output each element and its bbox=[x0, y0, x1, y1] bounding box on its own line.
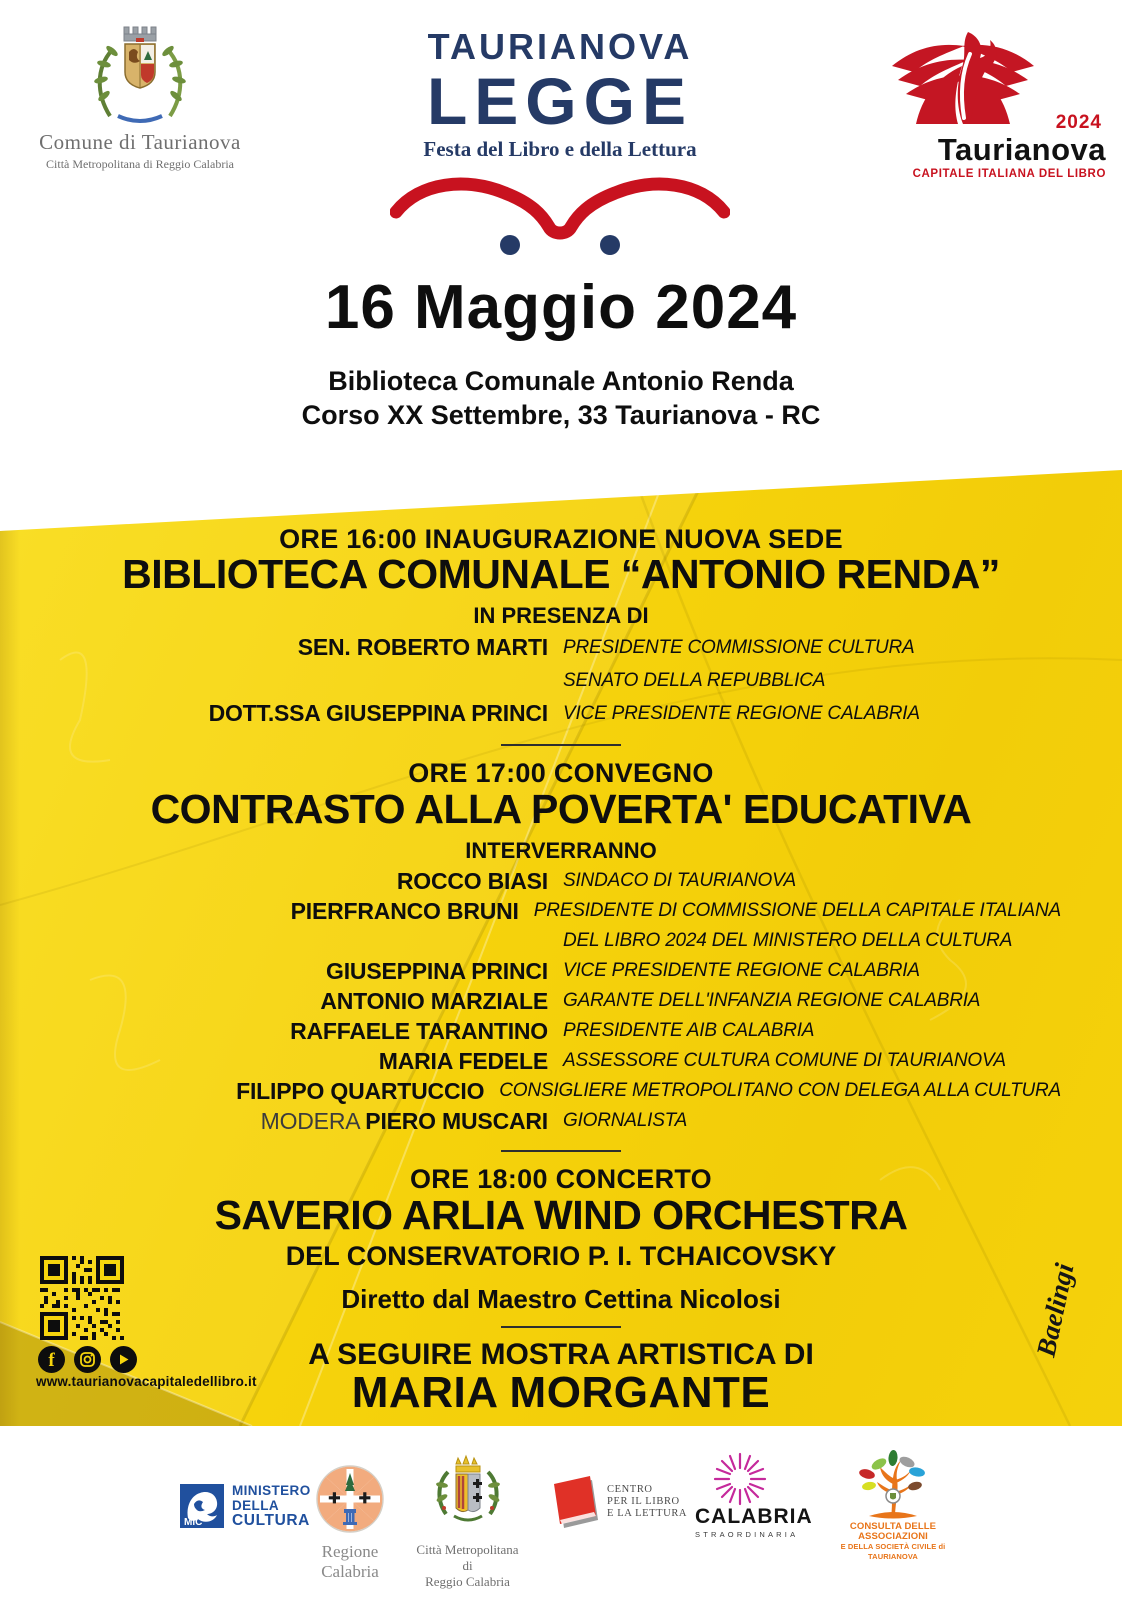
speaker-row bbox=[61, 896, 1061, 926]
speaker-row bbox=[61, 697, 1061, 730]
section3-time-title: ORE 18:00 CONCERTO bbox=[410, 1164, 712, 1194]
section-divider bbox=[501, 744, 621, 746]
mic-logo-text bbox=[232, 1483, 311, 1528]
section3-main-title: SAVERIO ARLIA WIND ORCHESTRA bbox=[214, 1192, 908, 1238]
speaker-name: PIERO MUSCARI bbox=[365, 1107, 548, 1134]
open-book-curve-icon bbox=[390, 164, 730, 256]
regione-line1: Regione bbox=[321, 1542, 379, 1561]
sponsor-consulta-associazioni bbox=[818, 1450, 968, 1562]
regione-calabria-text bbox=[310, 1542, 390, 1582]
citta-metropolitana-crest-icon bbox=[432, 1452, 504, 1534]
speaker-role: GARANTE DELL'INFANZIA REGIONE CALABRIA bbox=[563, 990, 981, 1011]
section4-main-title: MARIA MORGANTE bbox=[351, 1368, 771, 1417]
mic-logo-icon bbox=[180, 1484, 224, 1528]
cittametro-line2: Reggio Calabria bbox=[425, 1574, 510, 1589]
consulta-line2: E DELLA SOCIETÀ CIVILE di TAURIANOVA bbox=[840, 1542, 946, 1561]
speaker-role: DEL LIBRO 2024 DEL MINISTERO DELLA CULTURA bbox=[563, 930, 1013, 951]
consulta-text bbox=[818, 1522, 968, 1562]
section2-speakers-list bbox=[61, 866, 1061, 1136]
sponsor-centro-libro bbox=[552, 1474, 687, 1530]
centro-libro-logo-icon bbox=[552, 1474, 600, 1530]
website-url[interactable]: www.taurianovacapitaledellibro.it bbox=[36, 1374, 257, 1389]
qr-code bbox=[40, 1256, 124, 1340]
speaker-role: VICE PRESIDENTE REGIONE CALABRIA bbox=[563, 702, 920, 724]
facebook-icon[interactable]: f bbox=[38, 1346, 65, 1373]
moderator-name bbox=[61, 1108, 563, 1135]
event-date: 16 Maggio 2024 bbox=[324, 273, 798, 342]
section-divider bbox=[501, 1326, 621, 1328]
svg-text:MiC: MiC bbox=[184, 1516, 203, 1528]
speaker-name: FILIPPO QUARTUCCIO bbox=[236, 1077, 485, 1104]
calabria-straordinaria-subtitle: STRAORDINARIA bbox=[695, 1530, 799, 1539]
moderator-prefix: MODERA bbox=[260, 1107, 366, 1134]
section-divider bbox=[501, 1150, 621, 1152]
section3-subtitle: DEL CONSERVATORIO P. I. TCHAICOVSKY bbox=[285, 1241, 837, 1271]
section2-main-title: CONTRASTO ALLA POVERTA' EDUCATIVA bbox=[150, 786, 972, 832]
sponsor-citta-metropolitana bbox=[415, 1452, 520, 1590]
festival-logo-block bbox=[350, 26, 770, 256]
speaker-row bbox=[61, 986, 1061, 1016]
speaker-name: GIUSEPPINA PRINCI bbox=[326, 957, 548, 984]
capitale-city: Taurianova bbox=[937, 132, 1106, 167]
regione-calabria-logo-icon bbox=[316, 1465, 384, 1533]
speaker-role: CONSIGLIERE METROPOLITANO CON DELEGA ALLA CULTURA bbox=[499, 1080, 1061, 1101]
speaker-role: PRESIDENTE AIB CALABRIA bbox=[563, 1020, 815, 1041]
speaker-role: PRESIDENTE DI COMMISSIONE DELLA CAPITALE ITALIANA bbox=[533, 900, 1061, 921]
sponsor-ministero-cultura bbox=[180, 1483, 311, 1528]
section1-speakers-list bbox=[61, 631, 1061, 730]
sponsor-calabria-straordinaria bbox=[695, 1452, 813, 1539]
festival-logo-tagline: Festa del Libro e della Lettura bbox=[423, 136, 697, 161]
capitale-subtitle: CAPITALE ITALIANA DEL LIBRO bbox=[912, 168, 1106, 180]
speaker-role: PRESIDENTE COMMISSIONE CULTURA bbox=[563, 636, 915, 658]
mic-line2: DELLA bbox=[232, 1498, 279, 1513]
comune-logo-block bbox=[34, 24, 246, 172]
calabria-straordinaria-title: CALABRIA bbox=[695, 1505, 813, 1528]
speaker-name: SEN. ROBERTO MARTI bbox=[297, 634, 548, 660]
speaker-name: ROCCO BIASI bbox=[396, 867, 548, 894]
comune-coat-of-arms-icon bbox=[88, 24, 192, 130]
speaker-row bbox=[61, 926, 1061, 956]
cepell-line2: PER IL LIBRO bbox=[607, 1496, 680, 1507]
comune-subtitle: Città Metropolitana di Reggio Calabria bbox=[46, 157, 234, 171]
mic-line1: MINISTERO bbox=[232, 1483, 311, 1498]
festival-logo-city: TAURIANOVA bbox=[427, 26, 693, 67]
speaker-row bbox=[61, 956, 1061, 986]
sponsor-regione-calabria bbox=[310, 1465, 390, 1582]
cepell-line1: CENTRO bbox=[607, 1484, 653, 1495]
speaker-name: PIERFRANCO BRUNI bbox=[290, 897, 519, 924]
speaker-name: RAFFAELE TARANTINO bbox=[290, 1017, 548, 1044]
consulta-line1: CONSULTA DELLE ASSOCIAZIONI bbox=[849, 1521, 937, 1542]
cepell-line3: E LA LETTURA bbox=[607, 1508, 688, 1519]
speaker-role: ASSESSORE CULTURA COMUNE DI TAURIANOVA bbox=[563, 1050, 1006, 1071]
comune-name: Comune di Taurianova bbox=[39, 130, 241, 154]
speaker-name: DOTT.SSA GIUSEPPINA PRINCI bbox=[208, 700, 548, 726]
section1-time-title: ORE 16:00 INAUGURAZIONE NUOVA SEDE bbox=[279, 524, 843, 554]
capitale-logo-block bbox=[858, 28, 1108, 180]
speaker-row bbox=[61, 1046, 1061, 1076]
speaker-row bbox=[61, 866, 1061, 896]
speaker-role: GIORNALISTA bbox=[563, 1110, 688, 1131]
speaker-row bbox=[61, 1106, 1061, 1136]
social-icons-row bbox=[38, 1346, 137, 1373]
speaker-row bbox=[61, 1076, 1061, 1106]
speaker-row bbox=[61, 1016, 1061, 1046]
speaker-role: SENATO DELLA REPUBBLICA bbox=[563, 669, 826, 691]
citta-metropolitana-text bbox=[415, 1542, 520, 1590]
instagram-icon[interactable] bbox=[74, 1346, 101, 1373]
section2-time-title: ORE 17:00 CONVEGNO bbox=[408, 758, 714, 788]
capitale-year: 2024 bbox=[1055, 112, 1102, 133]
cittametro-line1: Città Metropolitana di bbox=[416, 1542, 519, 1573]
section2-lead: INTERVERRANNO bbox=[465, 838, 657, 863]
section3-conductor: Diretto dal Maestro Cettina Nicolosi bbox=[341, 1284, 781, 1314]
calabria-straordinaria-starburst-icon bbox=[713, 1452, 767, 1506]
mic-line3: CULTURA bbox=[232, 1512, 310, 1529]
event-address: Corso XX Settembre, 33 Taurianova - RC bbox=[301, 400, 821, 430]
artist-signature: Baelingi bbox=[1030, 1260, 1080, 1360]
youtube-icon[interactable] bbox=[110, 1346, 137, 1373]
festival-logo-title: LEGGE bbox=[426, 64, 694, 138]
speaker-role: SINDACO DI TAURIANOVA bbox=[563, 870, 796, 891]
speaker-role: VICE PRESIDENTE REGIONE CALABRIA bbox=[563, 960, 920, 981]
speaker-row bbox=[61, 664, 1061, 697]
section1-lead: IN PRESENZA DI bbox=[473, 603, 649, 628]
centro-libro-text bbox=[607, 1484, 687, 1520]
regione-line2: Calabria bbox=[321, 1562, 379, 1581]
speaker-row bbox=[61, 631, 1061, 664]
section1-main-title: BIBLIOTECA COMUNALE “ANTONIO RENDA” bbox=[122, 551, 1000, 597]
speaker-name: ANTONIO MARZIALE bbox=[320, 987, 548, 1014]
consulta-tree-icon bbox=[855, 1450, 931, 1522]
section4-lead: A SEGUIRE MOSTRA ARTISTICA DI bbox=[308, 1338, 814, 1371]
speaker-name: MARIA FEDELE bbox=[378, 1047, 548, 1074]
event-venue: Biblioteca Comunale Antonio Renda bbox=[328, 366, 794, 396]
